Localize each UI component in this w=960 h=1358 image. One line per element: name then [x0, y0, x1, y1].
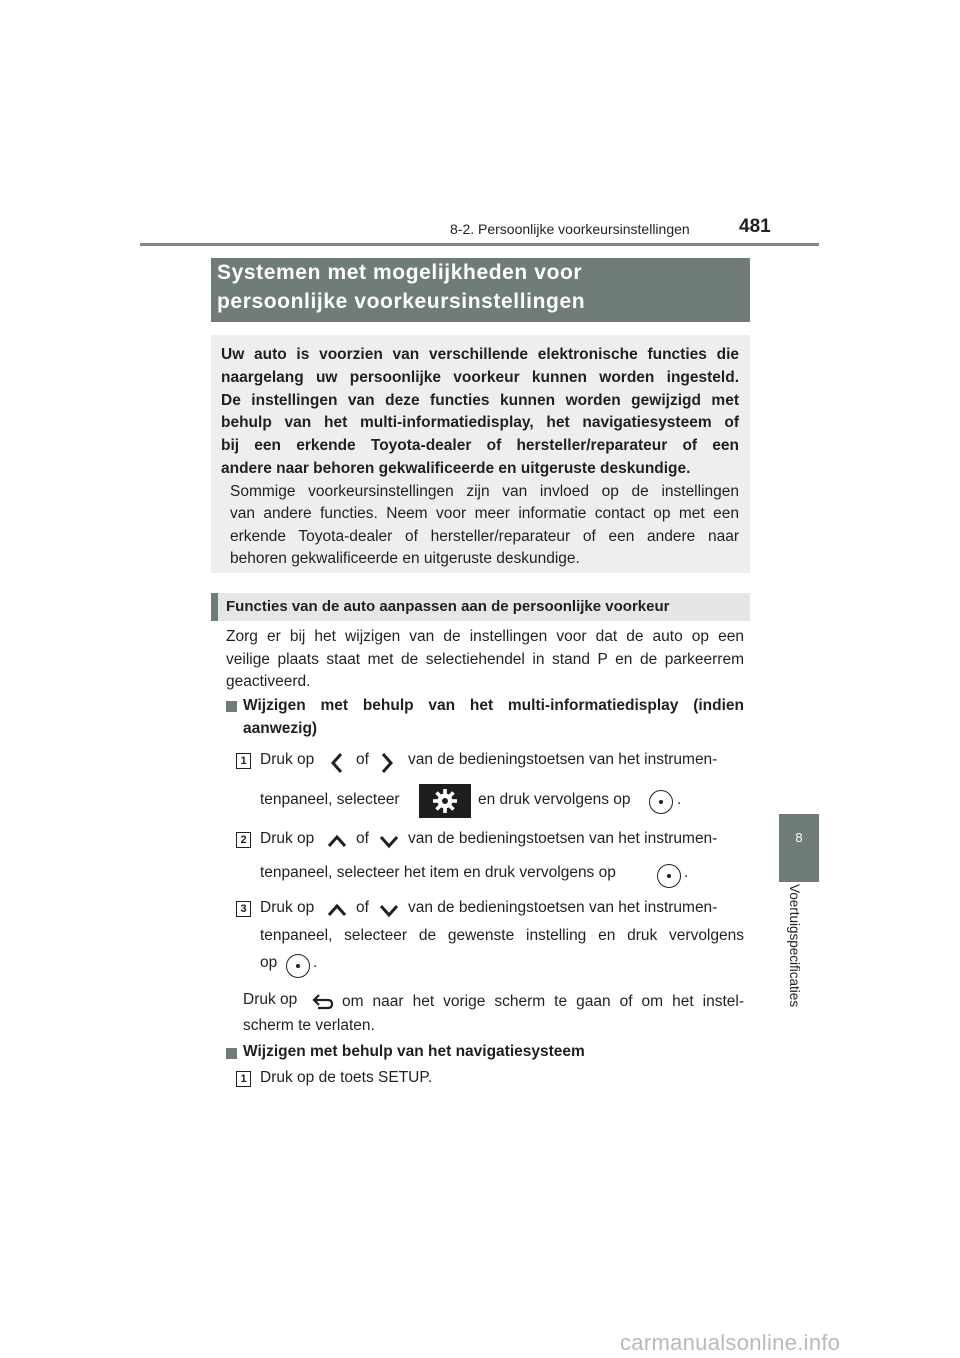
caution-line: Zorg er bij het wijzigen van de instellingen voor dat de auto op een — [226, 628, 744, 645]
step-text: of — [356, 830, 369, 847]
chapter-tab — [779, 814, 819, 882]
step-text: van de bedieningstoetsen van het instrumen- — [408, 751, 718, 768]
section-a-title — [243, 695, 744, 740]
chapter-label-text: Voertuigspecificaties — [787, 884, 802, 1008]
intro-bold-line: De instellingen van deze functies kunnen worden gewijzigd met — [221, 391, 739, 409]
intro-bold-line: bij een erkende Toyota-dealer of hersteller/reparateur of een — [221, 437, 739, 455]
chapter-number: 8 — [795, 830, 803, 845]
intro-regular-text — [230, 481, 739, 571]
intro-bold-line: andere naar behoren gekwalificeerde en uitgeruste deskundige. — [221, 459, 691, 477]
step-number: 3 — [236, 901, 251, 917]
step-text: Druk op — [260, 751, 315, 768]
caution-line: veilige plaats staat met de selectiehendel in stand P en de parkeerrem — [226, 650, 744, 668]
dial-button-icon — [649, 790, 673, 814]
title-line-1: Systemen met mogelijkheden voor — [217, 261, 583, 284]
page-title — [211, 258, 750, 322]
back-arrow-icon — [310, 992, 336, 1012]
title-line-2: persoonlijke voorkeursinstellingen — [217, 290, 586, 313]
subheading: Functies van de auto aanpassen aan de persoonlijke voorkeur — [226, 598, 670, 615]
dial-button-icon — [286, 954, 310, 978]
subheading-bar — [211, 593, 218, 621]
step-text: . — [313, 954, 318, 971]
caution-line: geactiveerd. — [226, 673, 311, 690]
intro-regular-line: behoren gekwalificeerde en uitgeruste deskundige. — [230, 550, 580, 568]
settings-tile — [419, 784, 471, 818]
section-a-title-line: aanwezig) — [243, 719, 318, 737]
step-text: of — [356, 899, 369, 916]
chevron-down-icon — [378, 902, 400, 918]
step-text: Druk op — [260, 830, 315, 847]
watermark: carmanualsonline.info — [620, 1330, 841, 1355]
intro-bold-line: Uw auto is voorzien van verschillende elektronische functies die — [221, 346, 739, 363]
intro-bold-text — [221, 344, 739, 481]
step-text: tenpaneel, selecteer het item en druk vervolgens op — [260, 864, 616, 881]
step-number: 1 — [236, 1071, 251, 1087]
step-text: op — [260, 954, 278, 971]
dial-button-icon — [657, 864, 681, 888]
gear-icon — [419, 784, 471, 818]
page-number: 481 — [739, 216, 771, 237]
chevron-left-icon — [330, 752, 344, 774]
back-note-text — [342, 991, 744, 1014]
section-b-title: Wijzigen met behulp van het navigatiesysteem — [243, 1043, 585, 1060]
step-text: van de bedieningstoetsen van het instrumen- — [408, 830, 718, 847]
intro-regular-line: erkende Toyota-dealer of hersteller/reparateur of een andere naar — [230, 527, 739, 545]
step-number: 2 — [236, 832, 251, 848]
step-text: of — [356, 751, 369, 768]
step-text-line: tenpaneel, selecteer de gewenste instelling en druk vervolgens — [260, 927, 744, 944]
intro-regular-line: Sommige voorkeursinstellingen zijn van invloed op de instellingen — [230, 483, 739, 500]
intro-regular-line: van andere functies. Neem voor meer informatie contact op met een — [230, 505, 739, 523]
section-bullet — [226, 1048, 237, 1059]
step-text: . — [684, 864, 689, 881]
step-text: en druk vervolgens op — [478, 791, 631, 808]
step-text — [260, 925, 744, 948]
chevron-right-icon — [380, 752, 394, 774]
step-number: 1 — [236, 753, 251, 769]
step-text: Druk op de toets SETUP. — [260, 1069, 433, 1086]
section-bullet — [226, 701, 237, 712]
chevron-down-icon — [378, 833, 400, 849]
intro-bold-line: behulp van het multi-informatiedisplay, het navigatiesysteem of — [221, 414, 739, 432]
section-a-title-line: Wijzigen met behulp van het multi-informatiedisplay (indien — [243, 697, 744, 714]
step-text: . — [677, 791, 682, 808]
section-header: 8-2. Persoonlijke voorkeursinstellingen — [450, 221, 690, 237]
back-note-text: Druk op — [243, 991, 298, 1008]
back-note-line: om naar het vorige scherm te gaan of om het instel- — [342, 993, 744, 1010]
intro-box — [211, 335, 750, 573]
chevron-up-icon — [326, 902, 348, 918]
step-text: Druk op — [260, 899, 315, 916]
header-rule — [140, 243, 819, 246]
intro-bold-line: naargelang uw persoonlijke voorkeur kunnen worden ingesteld. — [221, 368, 739, 386]
back-note-text: scherm te verlaten. — [243, 1017, 375, 1034]
chapter-label — [784, 884, 806, 1014]
step-text: tenpaneel, selecteer — [260, 791, 400, 808]
caution-paragraph — [226, 626, 744, 694]
chevron-up-icon — [326, 833, 348, 849]
step-text: van de bedieningstoetsen van het instrumen- — [408, 899, 718, 916]
